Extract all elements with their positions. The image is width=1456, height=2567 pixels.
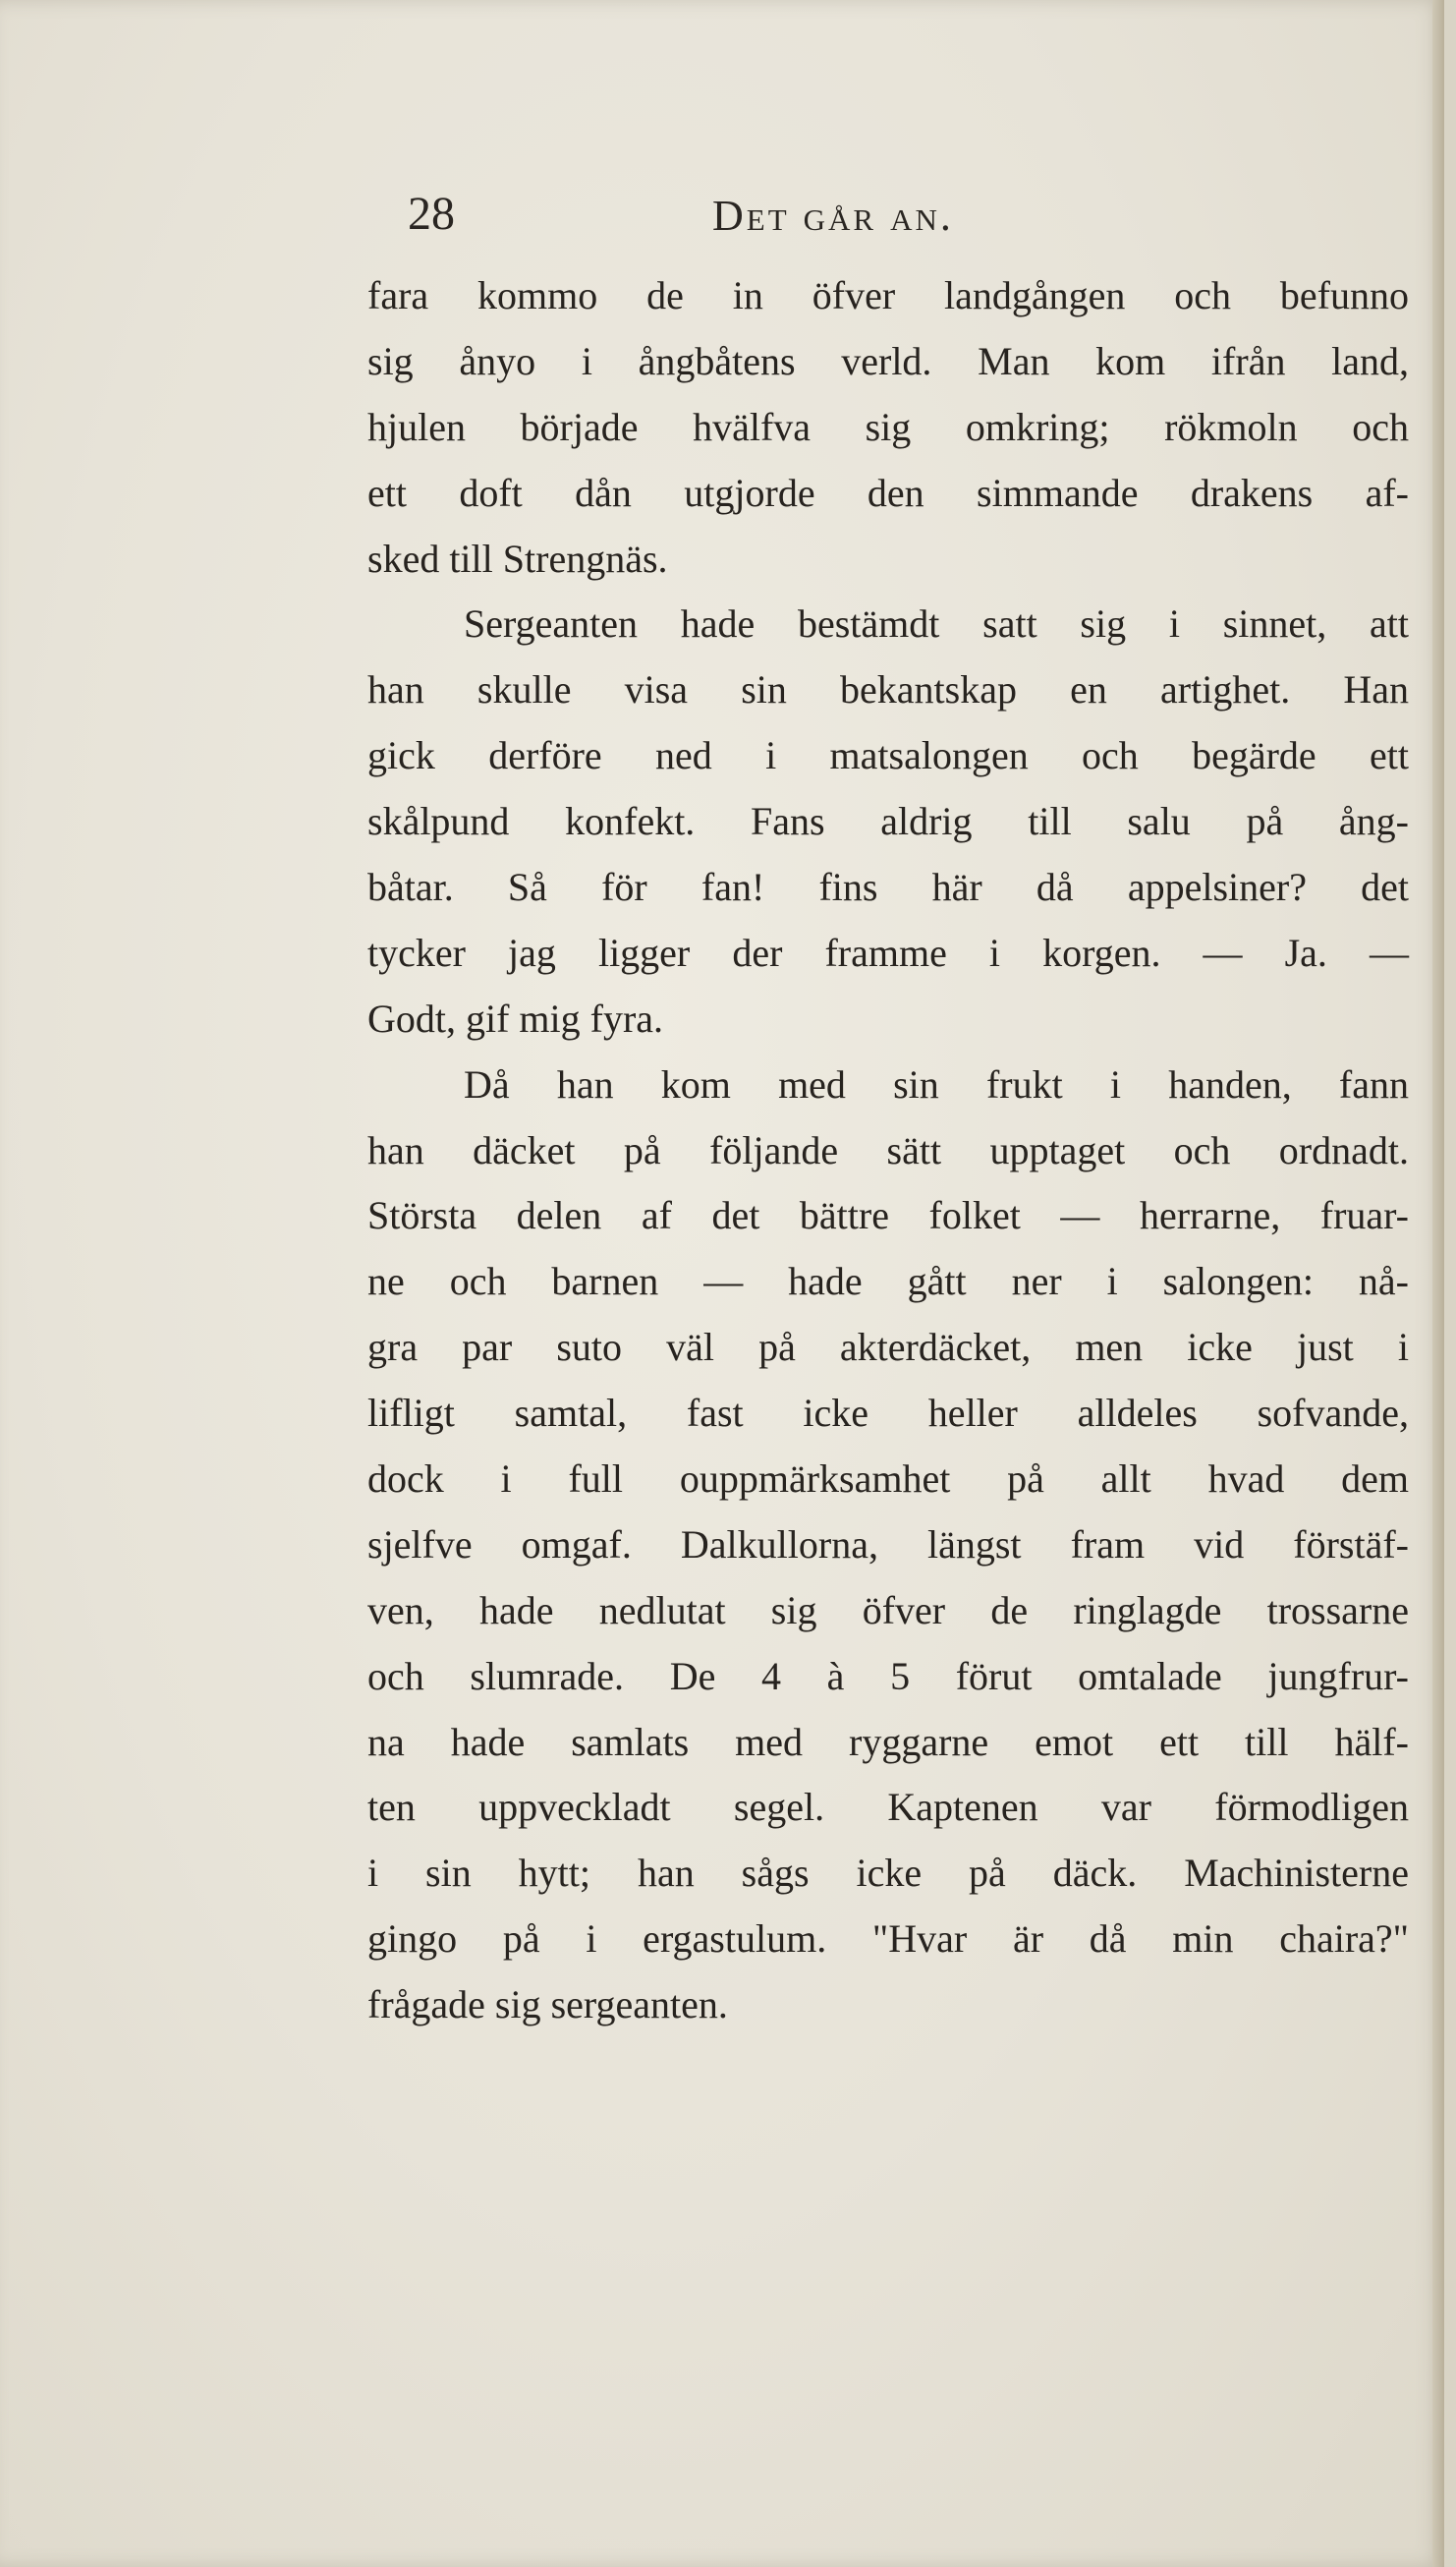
running-title: Det går an. — [712, 192, 954, 240]
paragraph — [367, 1053, 1409, 2038]
text-line: dock i full ouppmärksamhet på allt hvad dem — [367, 1456, 1409, 1502]
text-line: ven, hade nedlutat sig öfver de ringlagde trossarne — [367, 1587, 1409, 1632]
text-line: Största delen af det bättre folket — herrarne, fruar- — [367, 1193, 1409, 1238]
page-header — [408, 187, 1046, 256]
text-line: och slumrade. De 4 à 5 förut omtalade jungfrur- — [367, 1653, 1409, 1698]
text-line: han skulle visa sin bekantskap en artighet. Han — [367, 667, 1409, 713]
text-line: lifligt samtal, fast icke heller alldeles sofvande, — [367, 1391, 1409, 1436]
text-line: han däcket på följande sätt upptaget och ordnadt. — [367, 1127, 1409, 1172]
text-line: Godt, gif mig fyra. — [367, 996, 664, 1041]
text-line: fara kommo de in öfver landgången och befunno — [367, 273, 1409, 317]
paragraph — [367, 592, 1409, 1052]
text-line: ten uppveckladt segel. Kaptenen var förmodligen — [367, 1785, 1409, 1830]
text-line: tycker jag ligger der framme i korgen. — Ja. — — [367, 930, 1409, 975]
text-line: na hade samlats med ryggarne emot ett till hälf- — [367, 1719, 1409, 1764]
text-line: hjulen började hvälfva sig omkring; rökmoln och — [367, 404, 1409, 449]
text-line: ett doft dån utgjorde den simmande drakens af- — [367, 470, 1409, 515]
text-line: båtar. Så för fan! fins här då appelsiner? det — [367, 865, 1409, 910]
text-line: i sin hytt; han sågs icke på däck. Machinisterne — [367, 1851, 1409, 1896]
body-text — [367, 263, 1409, 2038]
paragraph — [367, 263, 1409, 592]
page-number: 28 — [408, 188, 455, 240]
text-line: frågade sig sergeanten. — [367, 1982, 728, 2027]
text-line: gick derföre ned i matsalongen och begärde ett — [367, 733, 1409, 778]
text-line: sjelfve omgaf. Dalkullorna, längst fram vid förstäf- — [367, 1521, 1409, 1567]
text-line: Då han kom med sin frukt i handen, fann — [464, 1061, 1409, 1107]
text-line: sked till Strengnäs. — [367, 536, 668, 581]
text-line: gingo på i ergastulum. "Hvar är då min chaira?" — [367, 1916, 1409, 1962]
text-line: skålpund konfekt. Fans aldrig till salu på ång- — [367, 799, 1409, 844]
text-line: gra par suto väl på akterdäcket, men icke just i — [367, 1325, 1409, 1370]
text-line: ne och barnen — hade gått ner i salongen: nå- — [367, 1259, 1409, 1304]
page-edge — [1432, 0, 1444, 2567]
text-line: sig ånyo i ångbåtens verld. Man kom ifrån land, — [367, 338, 1409, 383]
text-line: Sergeanten hade bestämdt satt sig i sinnet, att — [464, 601, 1409, 647]
